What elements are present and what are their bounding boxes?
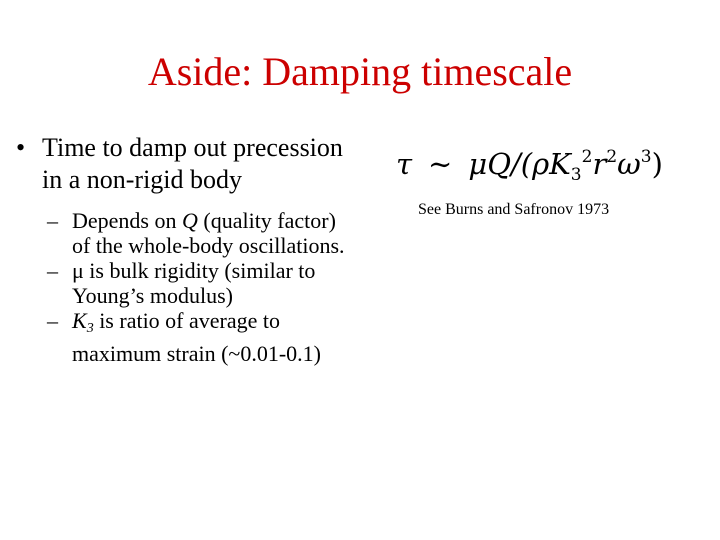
- formula-sim: ∼: [428, 147, 453, 181]
- sub-bullet-var: Q: [181, 208, 198, 233]
- formula-k-sup: 2: [581, 147, 593, 167]
- sub-bullet-dash: –: [47, 208, 58, 233]
- sub-bullet-rest: (quality factor) of the whole-body oscillations.: [72, 208, 345, 258]
- bullet-list: [16, 132, 356, 366]
- sub-bullet-rest: is ratio of average to maximum strain (~0.01-0.1): [72, 308, 321, 366]
- sub-bullet-dash: –: [47, 308, 58, 333]
- formula-k-sub: 3: [570, 165, 582, 185]
- slide-title: Aside: Damping timescale: [147, 49, 573, 94]
- formula-close: ): [651, 147, 663, 181]
- main-bullet: [16, 132, 356, 196]
- formula-r: r: [592, 147, 607, 181]
- sub-bullet-rest: is bulk rigidity (similar to Young’s modulus): [72, 258, 316, 308]
- formula-numerator: μQ/(ρK: [468, 147, 571, 181]
- formula-omega: ω: [617, 147, 641, 181]
- bullet-dot: •: [16, 133, 26, 162]
- sub-bullet-k3: [16, 308, 356, 366]
- damping-formula: [396, 142, 666, 186]
- sub-bullet-var: μ: [72, 258, 84, 283]
- sub-bullet-list: [16, 208, 356, 366]
- sub-bullet-mu: [16, 258, 356, 308]
- reference-note: See Burns and Safronov 1973: [418, 201, 610, 218]
- formula-tau: τ: [396, 147, 413, 181]
- sub-bullet-subscript: 3: [86, 321, 94, 336]
- formula-r-sup: 2: [606, 147, 618, 167]
- sub-bullet-lead: Depends on: [72, 208, 182, 233]
- main-bullet-text: Time to damp out precession in a non-rigid body: [42, 133, 343, 194]
- sub-bullet-q: [16, 208, 356, 258]
- formula-omega-sup: 3: [640, 147, 652, 167]
- sub-bullet-var: K: [72, 308, 87, 333]
- sub-bullet-dash: –: [47, 258, 58, 283]
